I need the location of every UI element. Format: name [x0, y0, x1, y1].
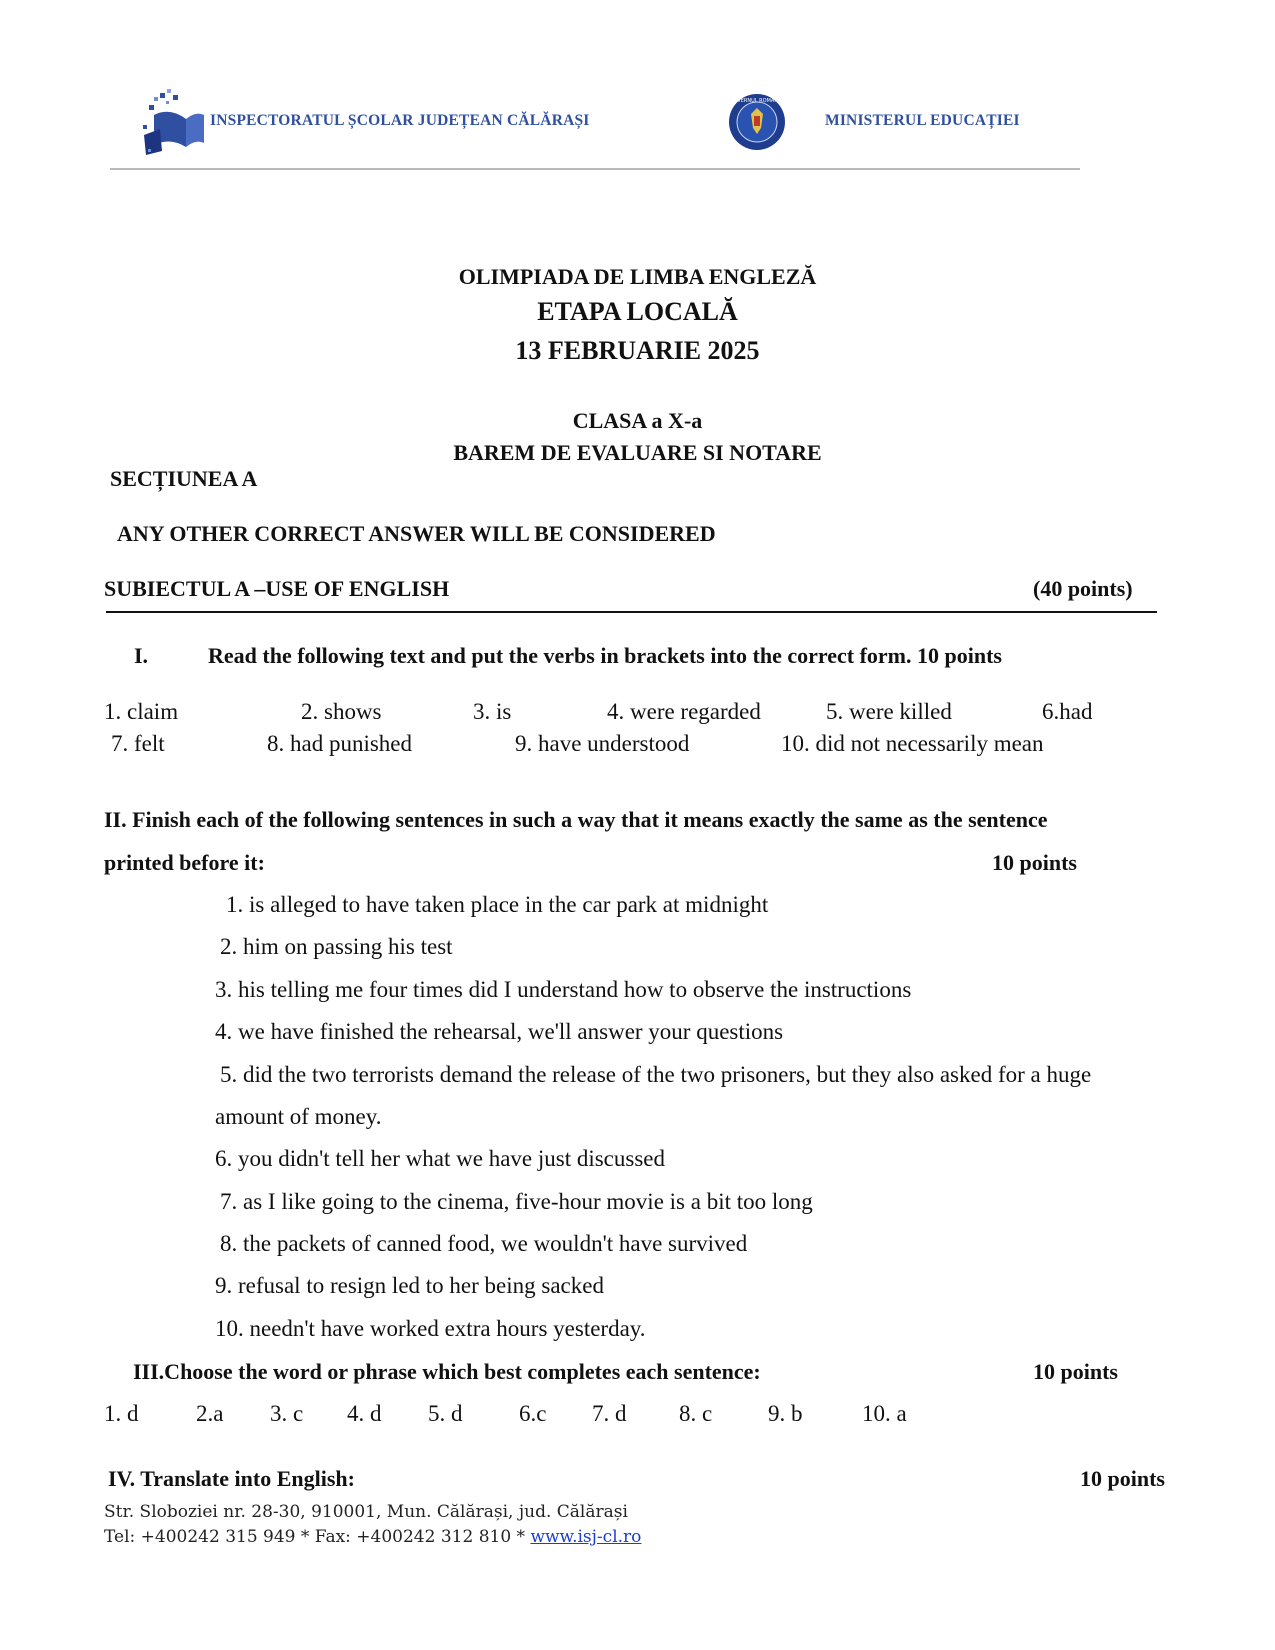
- part1-answer: 5. were killed: [826, 699, 952, 724]
- section-heading: SECȚIUNEA A: [110, 466, 258, 491]
- part1-answer: 9. have understood: [515, 731, 690, 756]
- footer-address: Str. Sloboziei nr. 28-30, 910001, Mun. Călărași, jud. Călărași: [104, 1502, 628, 1522]
- part2-answer: 4. we have finished the rehearsal, we'll answer your questions: [215, 1019, 784, 1044]
- part1-answer: 2. shows: [301, 699, 382, 724]
- ministry-logo-text: MINISTERUL EDUCAȚIEI: [825, 112, 1020, 129]
- exam-date: 13 FEBRUARIE 2025: [515, 336, 760, 365]
- part1-answer: 7. felt: [111, 731, 165, 756]
- part3-answer: 7. d: [592, 1401, 627, 1426]
- part3-points: 10 points: [1033, 1359, 1118, 1384]
- part2-points: 10 points: [992, 850, 1077, 875]
- part2-instruction-cont: printed before it:: [104, 850, 265, 875]
- part2-answer: 10. needn't have worked extra hours yesterday.: [215, 1316, 646, 1341]
- part2-answer: 1. is alleged to have taken place in the car park at midnight: [226, 892, 769, 917]
- crest-text: GUVERNUL ROMÂNIEI: [729, 98, 785, 104]
- part1-answer: 1. claim: [104, 699, 179, 724]
- part1-roman: I.: [134, 643, 149, 668]
- footer-contact: [104, 1527, 641, 1547]
- part1-answer: 6.had: [1042, 699, 1093, 724]
- part1-instruction: Read the following text and put the verbs in brackets into the correct form. 10 points: [208, 643, 1002, 668]
- footer-contact-text: Tel: +400242 315 949 * Fax: +400242 312 810 *: [104, 1527, 531, 1547]
- part3-answer: 1. d: [104, 1401, 139, 1426]
- subject-label: SUBIECTUL A –USE OF ENGLISH: [104, 576, 450, 601]
- part3-answer: 9. b: [768, 1401, 803, 1426]
- government-crest-icon: [727, 92, 787, 152]
- part4-instruction: IV. Translate into English:: [108, 1466, 355, 1491]
- part1-answer: 10. did not necessarily mean: [781, 731, 1044, 756]
- header-divider: [110, 168, 1080, 170]
- part1-answer: 3. is: [473, 699, 512, 724]
- part3-answer: 10. a: [862, 1401, 907, 1426]
- part3-answer: 6.c: [519, 1401, 547, 1426]
- class-title: CLASA a X-a: [572, 408, 703, 433]
- part2-answer: 9. refusal to resign led to her being sacked: [215, 1273, 604, 1298]
- footer-website-link[interactable]: www.isj-cl.ro: [530, 1527, 642, 1547]
- subject-underline: [106, 611, 1157, 613]
- part3-answer: 5. d: [428, 1401, 463, 1426]
- stage-title: ETAPA LOCALĂ: [537, 297, 738, 326]
- part2-answer-cont: amount of money.: [215, 1104, 382, 1129]
- part4-points: 10 points: [1080, 1466, 1165, 1491]
- part3-answer: 3. c: [270, 1401, 304, 1426]
- part3-answer: 2.a: [196, 1401, 224, 1426]
- part2-answer: 5. did the two terrorists demand the release of the two prisoners, but they also asked for a huge: [220, 1062, 1092, 1087]
- part2-answer: 8. the packets of canned food, we wouldn't have survived: [220, 1231, 748, 1256]
- part2-instruction: II. Finish each of the following sentences in such a way that it means exactly the same as the sentence: [104, 807, 1048, 832]
- part2-answer: 7. as I like going to the cinema, five-hour movie is a bit too long: [220, 1189, 813, 1214]
- part2-answer: 2. him on passing his test: [220, 934, 453, 959]
- olympiad-title: OLIMPIADA DE LIMBA ENGLEZĂ: [458, 264, 817, 289]
- part3-answer: 8. c: [679, 1401, 713, 1426]
- part2-answer: 3. his telling me four times did I understand how to observe the instructions: [215, 977, 912, 1002]
- any-answer-note: ANY OTHER CORRECT ANSWER WILL BE CONSIDERED: [117, 521, 716, 546]
- part3-instruction: III.Choose the word or phrase which best completes each sentence:: [133, 1359, 761, 1384]
- isj-logo-icon: [140, 85, 208, 157]
- part1-answer: 8. had punished: [267, 731, 413, 756]
- isj-logo-text: INSPECTORATUL ȘCOLAR JUDEȚEAN CĂLĂRAȘI: [210, 112, 590, 129]
- part2-answer: 6. you didn't tell her what we have just discussed: [215, 1146, 666, 1171]
- part1-answer: 4. were regarded: [607, 699, 761, 724]
- part3-answer: 4. d: [347, 1401, 382, 1426]
- subject-points: (40 points): [1033, 576, 1133, 601]
- barem-title: BAREM DE EVALUARE SI NOTARE: [453, 440, 822, 465]
